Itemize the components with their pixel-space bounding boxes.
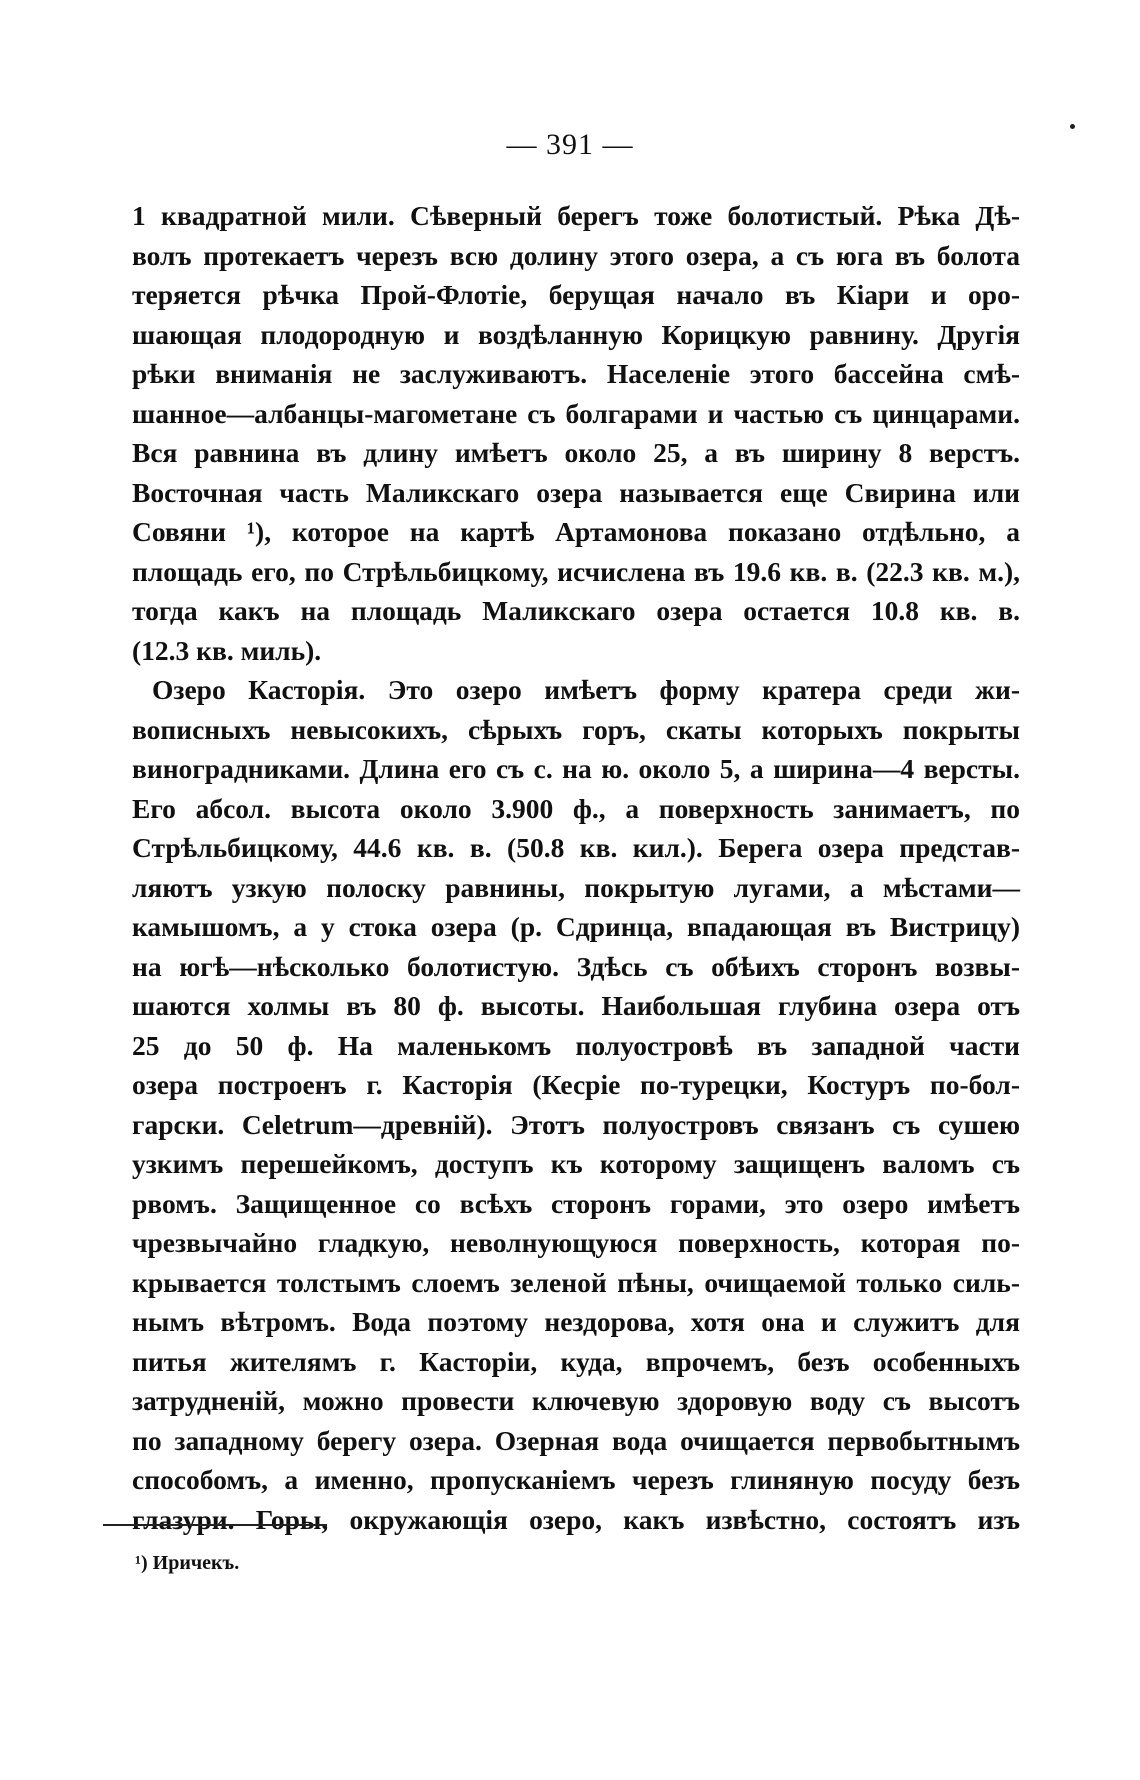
text-line: озера построенъ г. Касторія (Кесріе по-турецки, Костуръ по-бол- [132,1069,1020,1100]
text-line: нымъ вѣтромъ. Вода поэтому нездорова, хотя она и служитъ для [132,1306,1020,1337]
text-line: Его абсол. высота около 3.900 ф., а поверхность занимаетъ, по [132,792,1020,824]
text-line: виноградниками. Длина его съ с. на ю. около 5, а ширина—4 версты. [132,753,1020,784]
text-line: гарски. Celetrum—древній). Этотъ полуостровъ связанъ съ сушею [132,1108,1020,1140]
text-line: Стрѣльбицкому, 44.6 кв. в. (50.8 кв. кил.). Берега озера представ- [132,832,1020,863]
text-line: площадь его, по Стрѣльбицкому, исчислена въ 19.6 кв. в. (22.3 кв. м.), [132,555,1020,587]
text-line: по западному берегу озера. Озерная вода очищается первобытнымъ [132,1424,1020,1456]
text-line: 1 квадратной мили. Сѣверный берегъ тоже болотистый. Рѣка Дѣ- [132,200,1020,231]
text-line: шаются холмы въ 80 ф. высоты. Наибольшая глубина озера отъ [132,990,1020,1021]
text-line: крывается толстымъ слоемъ зеленой пѣны, очищаемой только силь- [132,1266,1020,1298]
text-line: 25 до 50 ф. На маленькомъ полуостровѣ въ западной части [132,1029,1020,1061]
page-number: — 391 — [506,128,634,161]
text-line: волъ протекаетъ черезъ всю долину этого озера, а съ юга въ болота [132,239,1020,271]
footnote-rule [103,1524,327,1526]
text-line: Совяни ¹), которое на картѣ Артамонова показано отдѣльно, а [132,516,1020,547]
text-line: рѣки вниманія не заслуживаютъ. Населеніе этого бассейна смѣ- [132,358,1020,389]
body-text [132,196,1020,1539]
text-line: (12.3 кв. миль). [132,634,322,666]
text-line: питья жителямъ г. Касторіи, куда, впрочемъ, безъ особенныхъ [132,1345,1020,1377]
text-line: затрудненій, можно провести ключевую здоровую воду съ высотъ [132,1385,1020,1416]
text-line: Озеро Касторія. Это озеро имѣетъ форму кратера среди жи- [152,674,1020,705]
text-line: шающая плодородную и воздѣланную Корицкую равнину. Другія [132,318,1020,350]
text-line: на югѣ—нѣсколько болотистую. Здѣсь съ обѣихъ сторонъ возвы- [132,950,1020,982]
text-line: шанное—албанцы-магометане съ болгарами и частью съ цинцарами. [132,397,1020,429]
text-line: чрезвычайно гладкую, неволнующуюся поверхность, которая по- [132,1227,1020,1258]
footnote: ¹) Иричекъ. [135,1552,240,1574]
text-line: способомъ, а именно, пропусканіемъ черезъ глиняную посуду безъ [132,1464,1020,1495]
text-line: тогда какъ на площадь Маликскаго озера остается 10.8 кв. в. [132,595,1020,626]
text-line: ляютъ узкую полоску равнины, покрытую лугами, а мѣстами— [132,871,1020,903]
text-line: теряется рѣчка Прой-Флотіе, берущая начало въ Кіари и оро- [132,279,1020,310]
text-line: камышомъ, а у стока озера (р. Сдринца, впадающая въ Вистрицу) [132,911,1020,942]
text-line: Вся равнина въ длину имѣетъ около 25, а въ ширину 8 верстъ. [132,437,1020,468]
text-line: рвомъ. Защищенное со всѣхъ сторонъ горами, это озеро имѣетъ [132,1187,1020,1219]
text-line: узкимъ перешейкомъ, доступъ къ которому защищенъ валомъ съ [132,1148,1020,1179]
text-line: Восточная часть Маликскаго озера называется еще Свирина или [132,476,1020,508]
text-line: вописныхъ невысокихъ, сѣрыхъ горъ, скаты которыхъ покрыты [132,713,1020,745]
text-line: глазури. Горы, окружающія озеро, какъ извѣстно, состоятъ изъ [132,1503,1020,1535]
